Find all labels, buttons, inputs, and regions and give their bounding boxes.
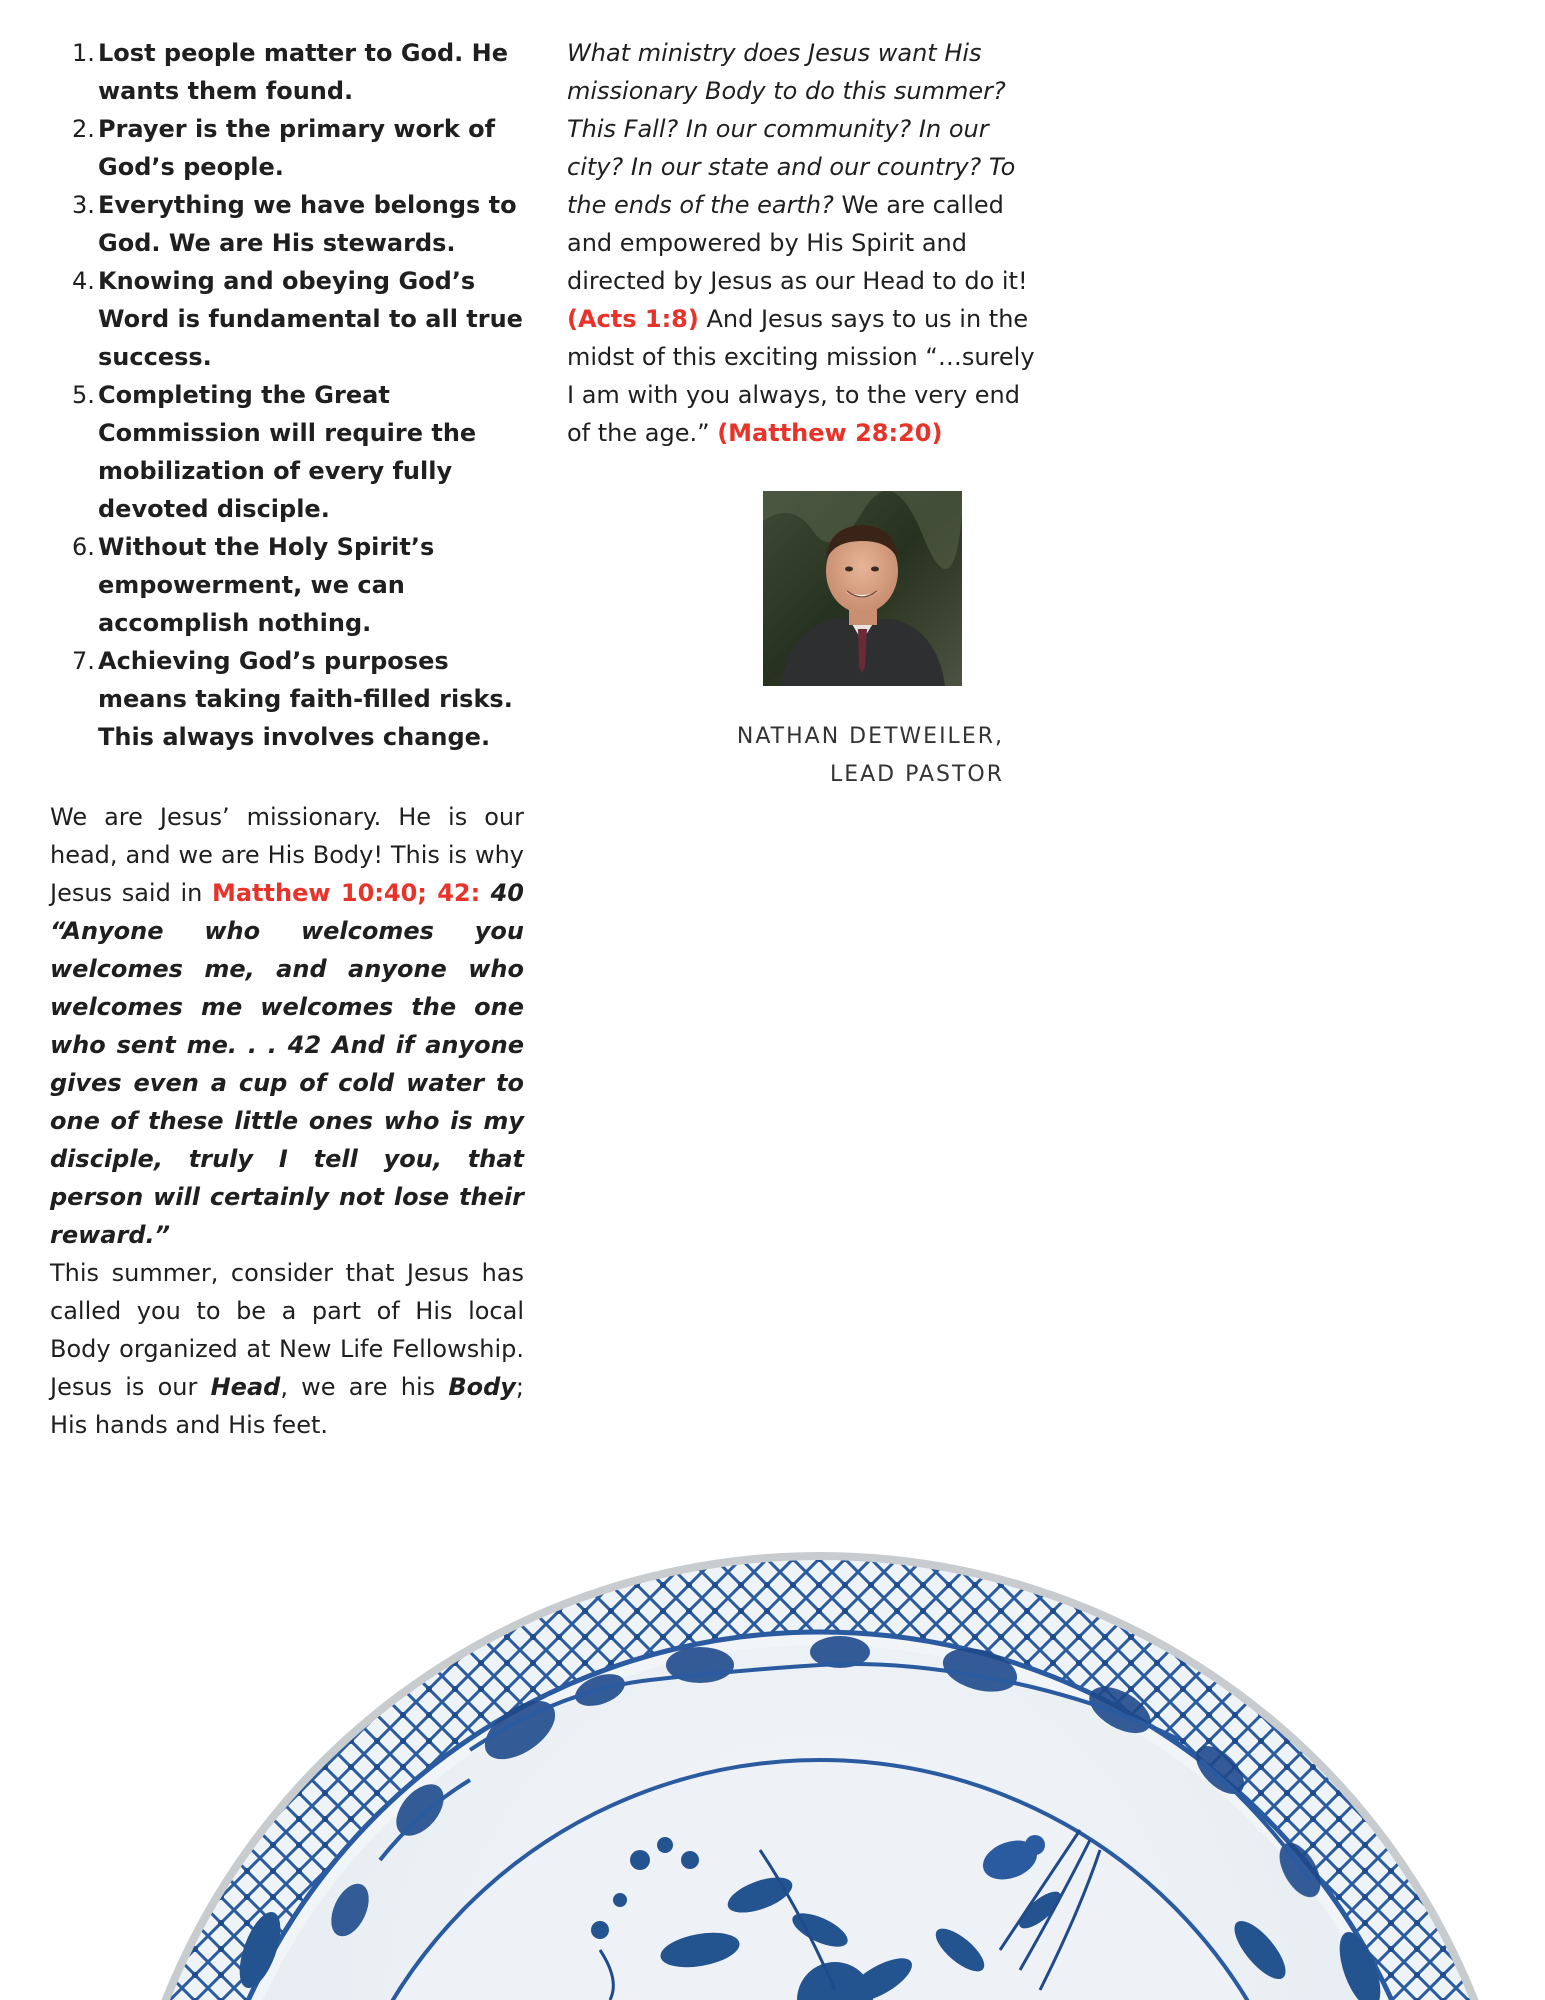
core-values-list: [50, 34, 524, 756]
list-item-text: Lost people matter to God. He wants them found.: [98, 39, 509, 105]
list-number: 4.: [72, 267, 95, 295]
author-role: LEAD PASTOR: [829, 762, 1004, 787]
list-item: [50, 642, 524, 756]
list-item: [50, 186, 524, 262]
list-item-text: Completing the Great Commission will require the mobilization of every fully devoted disciple.: [98, 381, 477, 523]
scripture-reference: (Acts 1:8): [567, 305, 699, 333]
emphasis-head: Head: [210, 1373, 281, 1401]
emphasis-body: Body: [448, 1373, 516, 1401]
missionary-paragraph: [50, 798, 524, 1254]
list-item-text: Achieving God’s purposes means taking faith-filled risks. This always involves change.: [98, 647, 513, 751]
scripture-reference: Matthew 10:40; 42:: [211, 879, 481, 907]
list-item-text: Knowing and obeying God’s Word is fundamental to all true success.: [98, 267, 523, 371]
list-number: 6.: [72, 533, 95, 561]
list-number: 5.: [72, 381, 95, 409]
paragraph-text: We are called and empowered by His Spirit and directed by Jesus as our Head to do it!: [567, 191, 1028, 295]
list-item-text: Without the Holy Spirit’s empowerment, we can accomplish nothing.: [98, 533, 435, 637]
scripture-quote: 40 “Anyone who welcomes you welcomes me, and anyone who welcomes me welcomes the one who sent me. . . 42 And if anyone gives even a cup of cold water to one of these little ones who is my disciple, truly I tell you, that person will certainly not lose their reward.”: [50, 879, 524, 1249]
paragraph-text: ; His hands and His feet.: [50, 1373, 525, 1439]
paragraph-text: And Jesus says to us in the midst of this exciting mission “…surely I am with you always, to the very end of the age.”: [567, 305, 1035, 447]
list-number: 7.: [72, 647, 95, 675]
left-column: [50, 34, 524, 1444]
ministry-question: What ministry does Jesus want His missionary Body to do this summer? This Fall? In our community? In our city? In our state and our country? To the ends of the earth?: [567, 39, 1016, 219]
ministry-paragraph: [567, 34, 1049, 452]
list-item: [50, 262, 524, 376]
list-number: 3.: [72, 191, 95, 219]
author-name: NATHAN DETWEILER,: [736, 724, 1004, 749]
list-number: 1.: [72, 39, 95, 67]
list-item: [50, 34, 524, 110]
list-item: [50, 376, 524, 528]
paragraph-text: , we are his: [280, 1373, 449, 1401]
list-number: 2.: [72, 115, 95, 143]
portrait-illustration: [763, 491, 962, 686]
paragraph-text: We are Jesus’ missionary. He is our head, and we are His Body! This is why Jesus said in: [50, 803, 524, 907]
list-item-text: Prayer is the primary work of God’s people.: [98, 115, 496, 181]
paragraph-text: This summer, consider that Jesus has called you to be a part of His local Body organized at New Life Fellowship. Jesus is our: [50, 1259, 524, 1401]
scripture-reference: (Matthew 28:20): [717, 419, 943, 447]
list-item: [50, 528, 524, 642]
author-caption: [700, 718, 1004, 794]
list-item: [50, 110, 524, 186]
list-item-text: Everything we have belongs to God. We are His stewards.: [98, 191, 517, 257]
plate-illustration: [0, 1390, 1545, 2000]
porcelain-plate-image: [0, 1390, 1545, 2000]
pastor-portrait: [763, 491, 962, 686]
right-column: [567, 34, 1049, 452]
